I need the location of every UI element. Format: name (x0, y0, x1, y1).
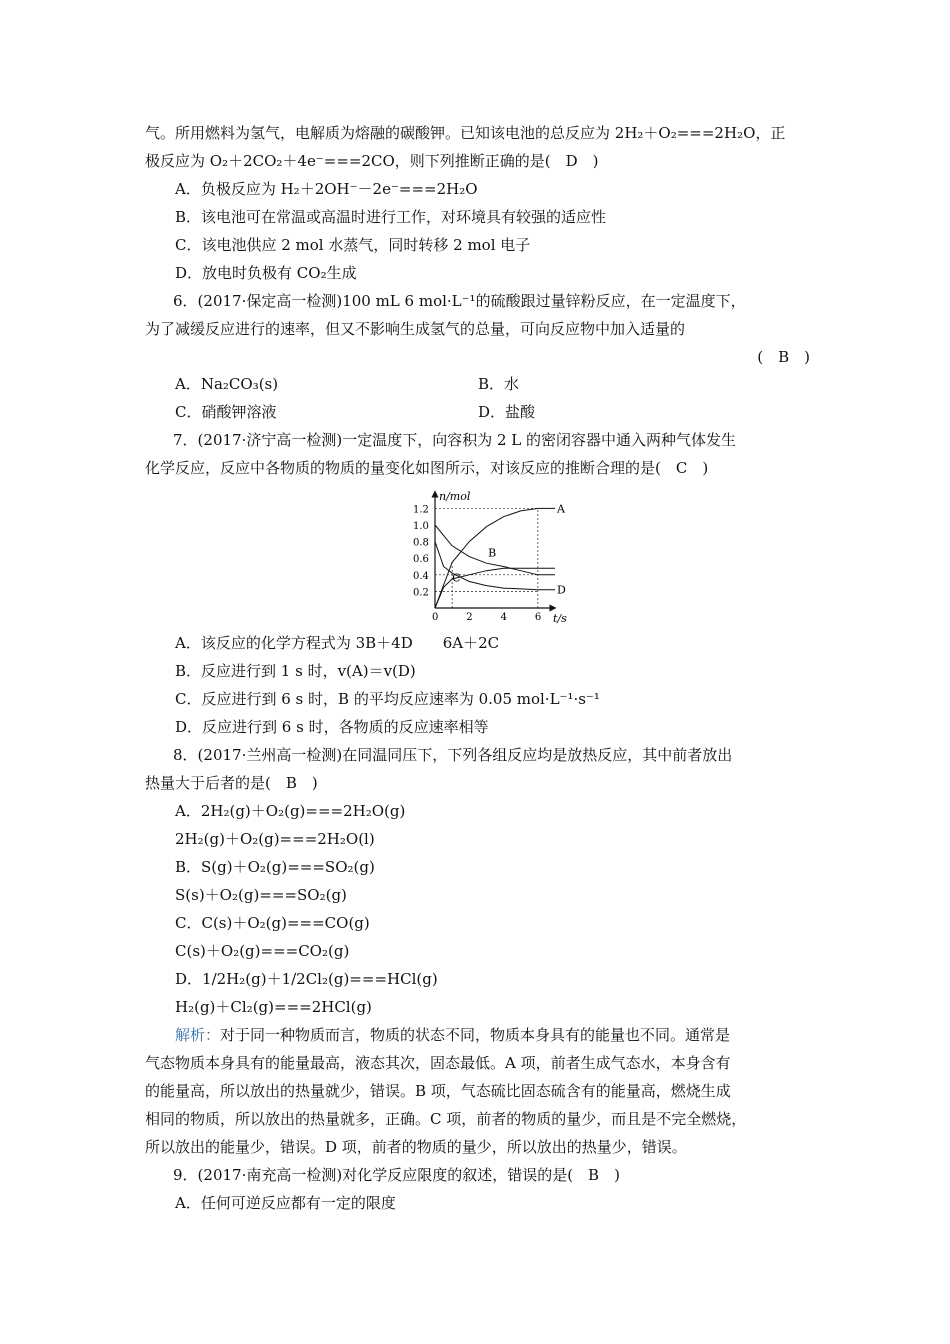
y-tick-label: 0.8 (413, 537, 429, 549)
q6-option-d: D．盐酸 (478, 403, 536, 421)
q8-option-d-2: H₂(g)＋Cl₂(g)===2HCl(g) (175, 998, 372, 1016)
series-label-A: A (557, 502, 565, 516)
intro-option-a: A．负极反应为 H₂＋2OH⁻－2e⁻===2H₂O (175, 180, 478, 198)
intro-line-1: 气。所用燃料为氢气，电解质为熔融的碳酸钾。已知该电池的总反应为 2H₂＋O₂===2H₂O，正 (145, 124, 786, 142)
q8-option-c-1: C．C(s)＋O₂(g)===CO(g) (175, 914, 370, 932)
series-label-B: B (488, 546, 497, 560)
q9-line-1: 9．(2017·南充高一检测)对化学反应限度的叙述，错误的是( B ) (173, 1166, 620, 1184)
q6-option-b: B．水 (478, 375, 520, 393)
analysis-line-3: 的能量高，所以放出的热量就少，错误。B 项，气态硫比固态硫含有的能量高，燃烧生成 (145, 1082, 731, 1100)
analysis-text-1: 对于同一种物质而言，物质的状态不同，物质本身具有的能量也不同。通常是 (220, 1026, 731, 1044)
y-tick-label: 0.6 (413, 554, 429, 566)
q6-option-a: A．Na₂CO₃(s) (175, 375, 279, 393)
x-tick-label: 2 (466, 612, 473, 623)
y-tick-label: 1.0 (413, 521, 429, 533)
intro-option-d: D．放电时负极有 CO₂生成 (175, 264, 357, 282)
x-tick-label: 6 (534, 612, 542, 623)
analysis-line-1 (175, 1024, 815, 1046)
q6-line-2: 为了减缓反应进行的速率，但又不影响生成氢气的总量，可向反应物中加入适量的 (145, 320, 686, 338)
intro-line-2-text: 极反应为 O₂＋2CO₂＋4e⁻===2CO，则下列推断正确的是( (145, 152, 551, 170)
y-tick-label: 0.4 (413, 570, 429, 582)
x-axis-label: t/s (553, 612, 567, 625)
q9-option-a: A．任何可逆反应都有一定的限度 (175, 1194, 396, 1212)
series-label-D: D (557, 583, 566, 597)
x-tick-label: 0 (432, 612, 439, 623)
y-axis-label: n/mol (439, 490, 471, 503)
q8-line-1: 8．(2017·兰州高一检测)在同温同压下，下列各组反应均是放热反应，其中前者放出 (173, 746, 733, 764)
q8-option-a-1: A．2H₂(g)＋O₂(g)===2H₂O(g) (175, 802, 406, 820)
analysis-line-4: 相同的物质，所以放出的热量就多，正确。C 项，前者的物质的量少，而且是不完全燃烧， (145, 1110, 747, 1128)
q7-option-a: A．该反应的化学方程式为 3B＋4D 6A＋2C (175, 634, 500, 652)
q6-answer: ( B ) (757, 348, 810, 366)
intro-answer: D (565, 152, 578, 170)
q7-option-b: B．反应进行到 1 s 时，v(A)＝v(D) (175, 662, 416, 680)
q6-line-1: 6．(2017·保定高一检测)100 mL 6 mol·L⁻¹的硫酸跟过量锌粉反应，在一定温度下， (173, 292, 746, 310)
q8-option-d-1: D．1/2H₂(g)＋1/2Cl₂(g)===HCl(g) (175, 970, 438, 988)
y-tick-label: 0.2 (413, 587, 429, 599)
intro-option-b: B．该电池可在常温或高温时进行工作，对环境具有较强的适应性 (175, 208, 607, 226)
q8-option-b-1: B．S(g)＋O₂(g)===SO₂(g) (175, 858, 375, 876)
q8-line-2: 热量大于后者的是( B ) (145, 774, 318, 792)
analysis-line-5: 所以放出的能量少，错误。D 项，前者的物质的量少，所以放出的热量少，错误。 (145, 1138, 687, 1156)
q7-chart (395, 488, 575, 626)
x-tick-label: 4 (500, 612, 507, 623)
q7-option-c: C．反应进行到 6 s 时，B 的平均反应速率为 0.05 mol·L⁻¹·s⁻¹ (175, 690, 600, 708)
q8-option-b-2: S(s)＋O₂(g)===SO₂(g) (175, 886, 347, 904)
q8-option-c-2: C(s)＋O₂(g)===CO₂(g) (175, 942, 350, 960)
analysis-line-2: 气态物质本身具有的能量最高，液态其次，固态最低。A 项，前者生成气态水，本身含有 (145, 1054, 731, 1072)
q7-option-d: D．反应进行到 6 s 时，各物质的反应速率相等 (175, 718, 489, 736)
q7-line-2: 化学反应，反应中各物质的物质的量变化如图所示，对该反应的推断合理的是( C ) (145, 459, 709, 477)
y-tick-label: 1.2 (413, 504, 429, 516)
q7-line-1: 7．(2017·济宁高一检测)一定温度下，向容积为 2 L 的密闭容器中通入两种气体发生 (173, 431, 737, 449)
q6-option-c: C．硝酸钾溶液 (175, 403, 277, 421)
series-label-C: C (452, 571, 461, 585)
analysis-label: 解析： (175, 1026, 221, 1044)
intro-line-2: 极反应为 O₂＋2CO₂＋4e⁻===2CO，则下列推断正确的是( D ) (145, 152, 599, 170)
intro-option-c: C．该电池供应 2 mol 水蒸气，同时转移 2 mol 电子 (175, 236, 531, 254)
q8-option-a-2: 2H₂(g)＋O₂(g)===2H₂O(l) (175, 830, 375, 848)
